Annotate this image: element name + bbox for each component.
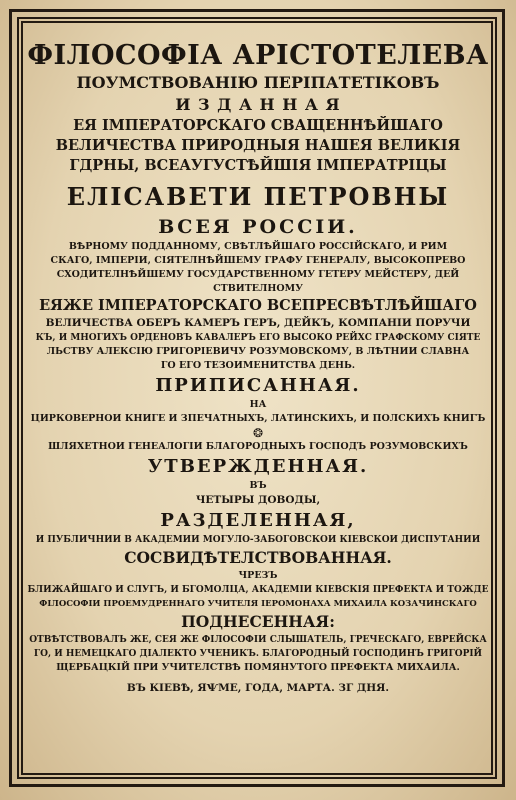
heading-line: СОСВИДѢТЕЛСТВОВАННАЯ. (124, 548, 392, 567)
heading-line: РАЗДЕЛЕННАЯ, (160, 510, 356, 531)
dedication-line: ЕЯ ІМПЕРАТОРСКАГО СВАЩЕННѢЙШАГО (73, 117, 443, 134)
body-line: СТВИТЕЛНОМУ (213, 283, 303, 294)
ornament-icon: ❂ (252, 426, 264, 440)
heading-line: ПОДНЕСЕННАЯ: (181, 612, 335, 631)
subtitle-line: ПОУМСТВОВАНІЮ ПЕРІПАТЕТІКОВЪ (76, 73, 440, 92)
title-page-text (27, 40, 489, 770)
heading-line: УТВЕРЖДЕННАЯ. (147, 456, 369, 477)
empress-name: ЕЛІСАВЕТИ ПЕТРОВНЫ (66, 182, 450, 211)
body-line: И ПУБЛИЧНИИ В АКАДЕМИИ МОГУЛО-ЗАБОГОВСКОИ КІЕВСКОИ ДИСПУТАНИИ (35, 535, 481, 545)
dedication-line: ВЕЛИЧЕСТВА ПРИРОДНЫЯ НАШЕЯ ВЕЛИКІЯ (55, 137, 461, 154)
body-line: ШЛЯХЕТНОИ ГЕНЕАЛОГІИ БЛАГОРОДНЫХЪ ГОСПОДЪ РОЗУМОВСКИХЪ (48, 441, 468, 452)
imprint-line: ВЪ КІЕВѢ, ЯѰМЕ, ГОДА, МАРТА. ЗГ ДНЯ. (126, 682, 390, 694)
dedication-line: ГДРНЫ, ВСЕАУГУСТѢЙШІЯ ІМПЕРАТРІЦЫ (69, 157, 447, 174)
body-line: СХОДИТЕЛНѢЙШЕМУ ГОСУДАРСТВЕННОМУ ГЕТЕРУ МЕЙСТЕРУ, ДЕЙ (56, 269, 460, 280)
body-line: СКАГО, ІМПЕРІИ, СІЯТЕЛНѢЙШЕМУ ГРАФУ ГЕНЕРАЛУ, ВЫСОКОПРЕВО (50, 255, 466, 266)
body-line: ФІЛОСОФІИ ПРОЕМУДРЕННАГО УЧИТЕЛЯ ІЕРОМОНАХА МИХАИЛА КОЗАЧИНСКАГО (39, 599, 477, 609)
connector-line: НА (249, 399, 267, 410)
connector-line: ЧРЕЗЪ (238, 570, 278, 581)
published-line: И З Д А Н Н А Я (175, 95, 341, 114)
main-title: ФІЛОСОФІА АРІСТОТЕЛЕВА (27, 40, 489, 71)
connector-line: ВЪ (249, 480, 267, 491)
body-line: ЛЬСТВУ АЛЕКСІЮ ГРИГОРІЕВИЧУ РОЗУМОВСКОМУ, В ЛѢТНИИ СЛАВНА (46, 346, 470, 357)
body-line: ОТВѢТСТВОВАЛЪ ЖЕ, СЕЯ ЖЕ ФІЛОСОФІИ СЛЫШАТЕЛЬ, ГРЕЧЕСКАГО, ЕВРЕЙСКА (29, 635, 487, 645)
body-line: КЪ, И МНОГИХЪ ОРДЕНОВЪ КАВАЛЕРЪ ЕГО ВЫСОКО РЕЙХС ГРАФСКОМУ СІЯТЕ (35, 333, 481, 343)
body-line: ГО ЕГО ТЕЗОИМЕНИТСТВА ДЕНЬ. (160, 360, 356, 371)
body-line: ВѢРНОМУ ПОДДАННОМУ, СВѢТЛѢЙШАГО РОССІЙСКАГО, И РИМ (68, 241, 448, 252)
body-line: ЦИРКОВЕРНОИ КНИГЕ И ЗПЕЧАТНЫХЪ, ЛАТИНСКИХЪ, И ПОЛСКИХЪ КНИГЪ (30, 413, 486, 424)
body-line: ГО, И НЕМЕЦКАГО ДІАЛЕКТО УЧЕНИКЪ. БЛАГОРОДНЫЙ ГОСПОДИНЪ ГРИГОРІЙ (33, 649, 483, 659)
body-line: ВЕЛИЧЕСТВА ОБЕРЪ КАМЕРЪ ГЕРЪ, ДЕЙКЪ, КОМПАНІИ ПОРУЧИ (45, 317, 471, 329)
body-line: ЩЕРБАЦКІЙ ПРИ УЧИТЕЛСТВѢ ПОМЯНУТОГО ПРЕФЕКТА МИХАИЛА. (56, 662, 460, 673)
body-line: ЧЕТЫРЫ ДОВОДЫ, (195, 494, 321, 506)
realm-line: ВСЕЯ РОССІИ. (158, 216, 358, 238)
body-line: БЛИЖАЙШАГО И СЛУГЪ, И БГОМОЛЦА, АКАДЕМІИ КІЕВСКІЯ ПРЕФЕКТА И ТОЖДЕ (27, 585, 489, 595)
heading-line: ПРИПИСАННАЯ. (155, 375, 361, 396)
heading-line: ЕЯЖЕ ІМПЕРАТОРСКАГО ВСЕПРЕСВѢТЛѢЙШАГО (39, 297, 477, 314)
